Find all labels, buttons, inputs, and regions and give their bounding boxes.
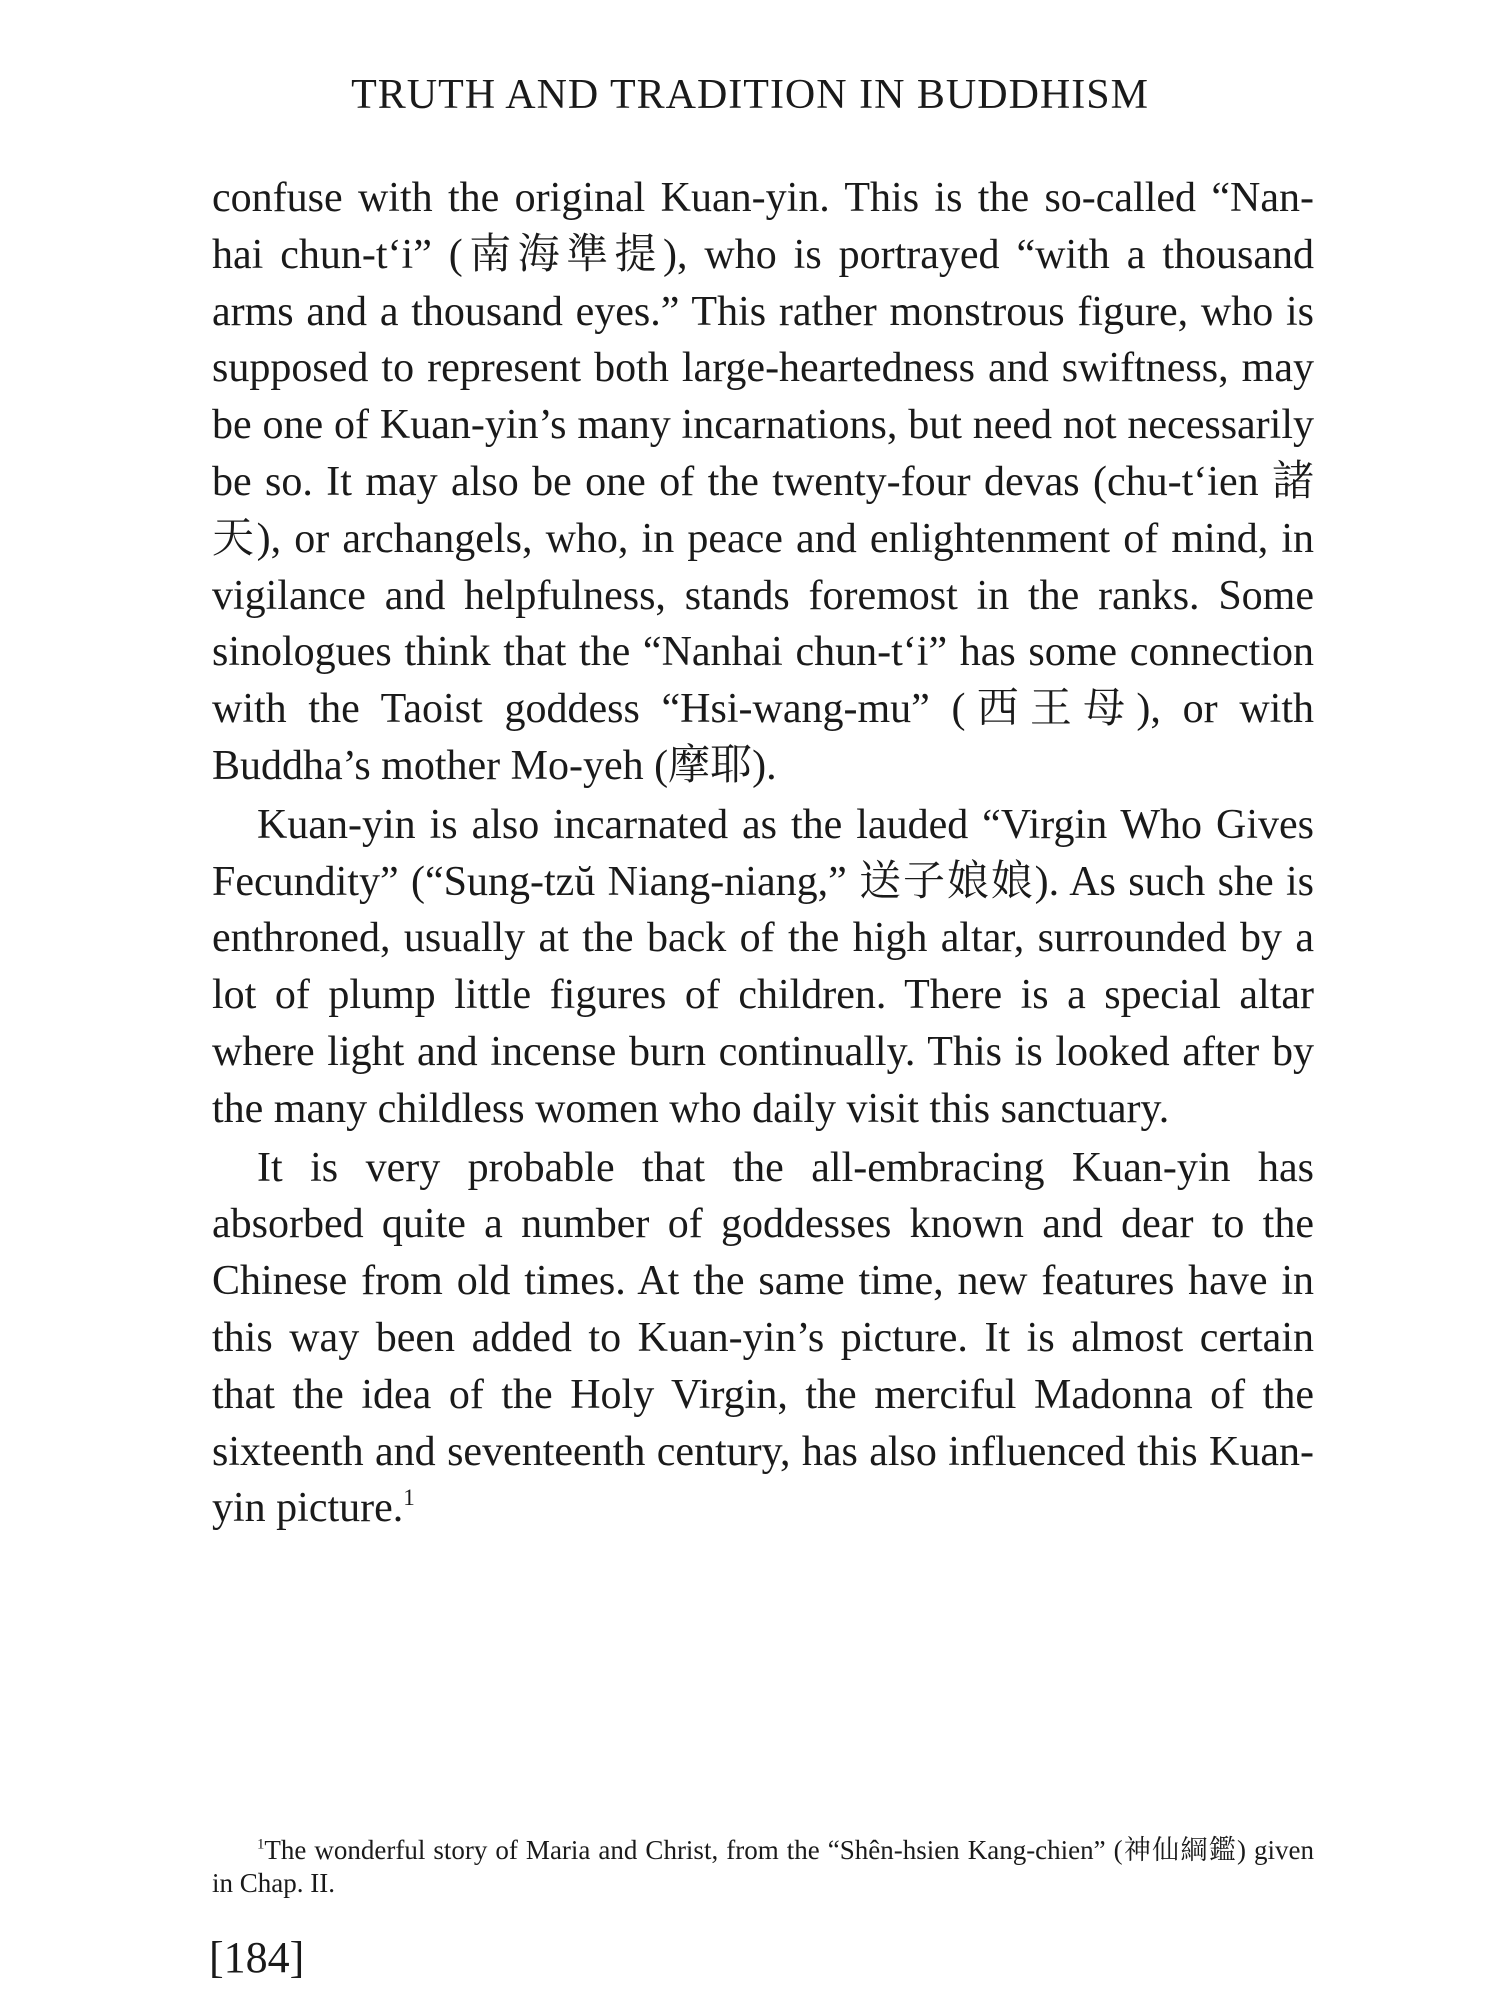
page-number: [184] xyxy=(209,1933,305,1982)
footnote-text: The wonderful story of Maria and Christ, from the “Shên-hsien Kang-chien” (神仙綱鑑) given in Chap. II. xyxy=(212,1835,1314,1898)
paragraph-1: confuse with the original Kuan-yin. This is the so-called “Nan-hai chun-t‘i” (南海準提), who is portrayed “with a thousand arms and a thousand eyes.” This rather monstrous figure, who is supposed to represent both large-heartedness and swiftness, may be one of Kuan-yin’s many incarnations, but need not necessarily be so. It may also be one of the twenty-four devas (chu-t‘ien 諸天), or archangels, who, in peace and enlightenment of mind, in vigilance and helpfulness, stands foremost in the ranks. Some sinologues think that the “Nanhai chun-t‘i” has some connection with the Taoist goddess “Hsi-wang-mu” (西王母), or with Buddha’s mother Mo-yeh (摩耶). xyxy=(212,175,1314,789)
body-text xyxy=(212,170,1314,1537)
footnote-body xyxy=(212,1834,1314,1900)
footnote-marker: 1 xyxy=(257,1836,265,1853)
paragraph-3 xyxy=(212,1140,1314,1538)
footnote xyxy=(212,1834,1314,1900)
running-head: TRUTH AND TRADITION IN BUDDHISM xyxy=(351,72,1149,118)
paragraph-2: Kuan-yin is also incarnated as the lauded “Virgin Who Gives Fecundity” (“Sung-tzŭ Niang-niang,” 送子娘娘). As such she is enthroned, usually at the back of the high altar, surrounded by a lot of plump little figures of children. There is a special altar where light and incense burn continually. This is looked after by the many childless women who daily visit this sanctuary. xyxy=(212,801,1314,1132)
paragraph-3-text: It is very probable that the all-embracing Kuan-yin has absorbed quite a number of goddesses known and dear to the Chinese from old times. At the same time, new features have in this way been added to Kuan-yin’s picture. It is almost certain that the idea of the Holy Virgin, the merciful Madonna of the sixteenth and seventeenth century, has also influenced this Kuan-yin picture. xyxy=(212,1144,1314,1532)
footnote-reference: 1 xyxy=(403,1484,415,1511)
